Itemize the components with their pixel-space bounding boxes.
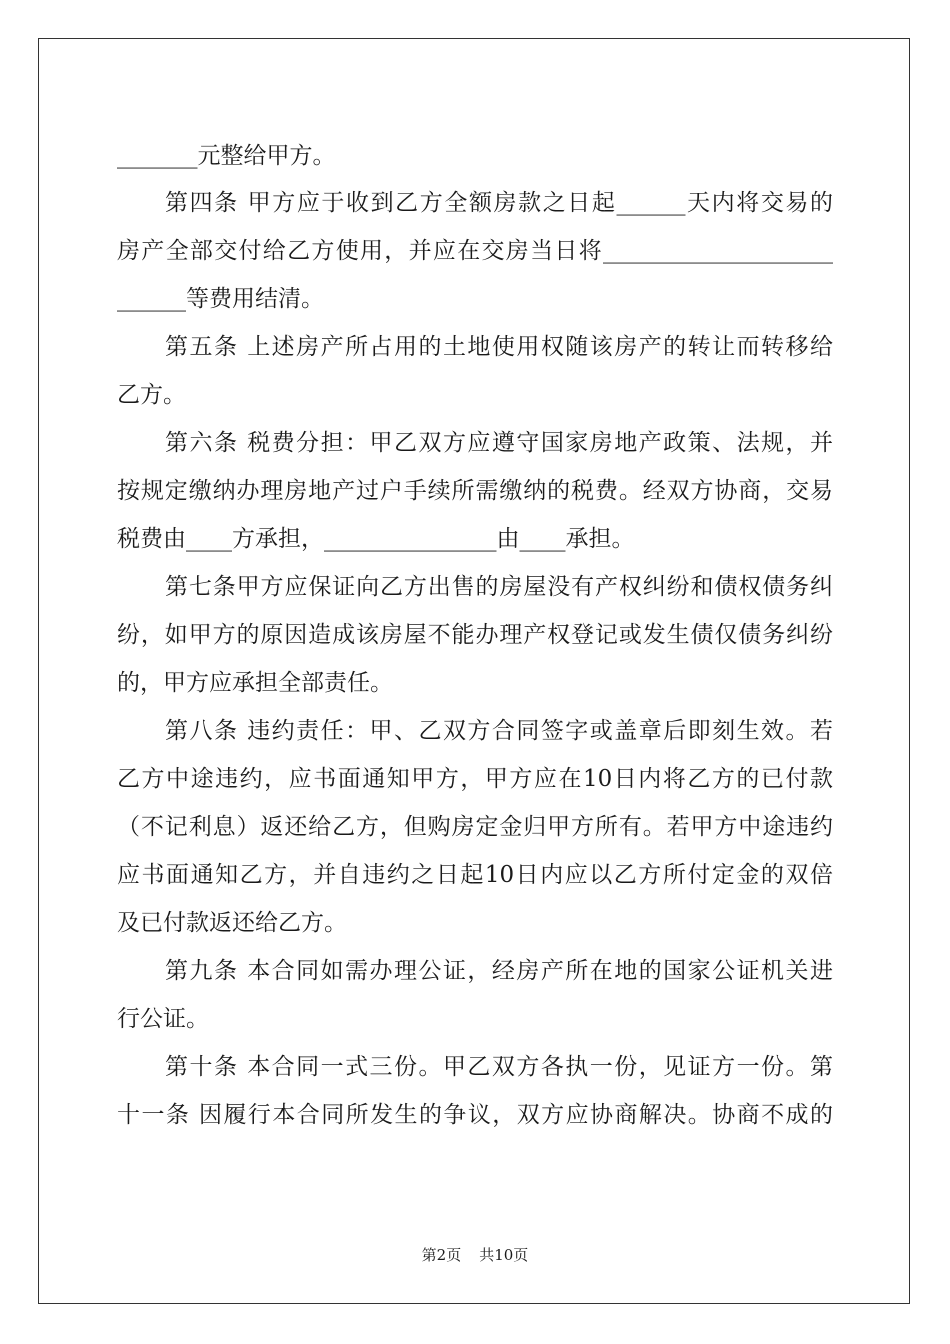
text-line: 税费由____方承担，_______________由____承担。 — [117, 526, 635, 552]
text-line: 第八条 违约责任：甲、乙双方合同签字或盖章后即刻生效。若 — [165, 718, 833, 744]
text-line: 纷，如甲方的原因造成该房屋不能办理产权登记或发生债仅债务纠纷 — [117, 622, 833, 648]
text-line: 的，甲方应承担全部责任。 — [117, 670, 393, 696]
page-footer — [0, 1245, 950, 1265]
text-line: 十一条 因履行本合同所发生的争议，双方应协商解决。协商不成的 — [117, 1102, 833, 1128]
text-line: 乙方中途违约，应书面通知甲方，甲方应在10日内将乙方的已付款 — [117, 766, 833, 792]
text-line: 房产全部交付给乙方使用，并应在交房当日将____________________ — [117, 238, 833, 264]
text-line: 应书面通知乙方，并自违约之日起10日内应以乙方所付定金的双倍 — [117, 862, 833, 888]
text-line: 第十条 本合同一式三份。甲乙双方各执一份，见证方一份。第 — [165, 1054, 833, 1080]
text-line: 第五条 上述房产所占用的土地使用权随该房产的转让而转移给 — [165, 334, 833, 360]
text-line: 第四条 甲方应于收到乙方全额房款之日起______天内将交易的 — [165, 190, 833, 216]
text-line: 及已付款返还给乙方。 — [117, 910, 347, 936]
text-line: _______元整给甲方。 — [117, 143, 336, 169]
text-line: ______等费用结清。 — [117, 286, 324, 312]
text-line: 第九条 本合同如需办理公证，经房产所在地的国家公证机关进 — [165, 958, 833, 984]
page-number-total: 共10页 — [479, 1246, 529, 1264]
text-line: （不记利息）返还给乙方，但购房定金归甲方所有。若甲方中途违约 — [117, 814, 833, 840]
text-line: 行公证。 — [117, 1006, 209, 1032]
text-line: 乙方。 — [117, 382, 186, 408]
text-line: 按规定缴纳办理房地产过户手续所需缴纳的税费。经双方协商，交易 — [117, 478, 833, 504]
page-number-current: 第2页 — [421, 1246, 462, 1264]
text-line: 第七条甲方应保证向乙方出售的房屋没有产权纠纷和债权债务纠 — [165, 574, 833, 600]
text-line: 第六条 税费分担：甲乙双方应遵守国家房地产政策、法规，并 — [165, 430, 833, 456]
